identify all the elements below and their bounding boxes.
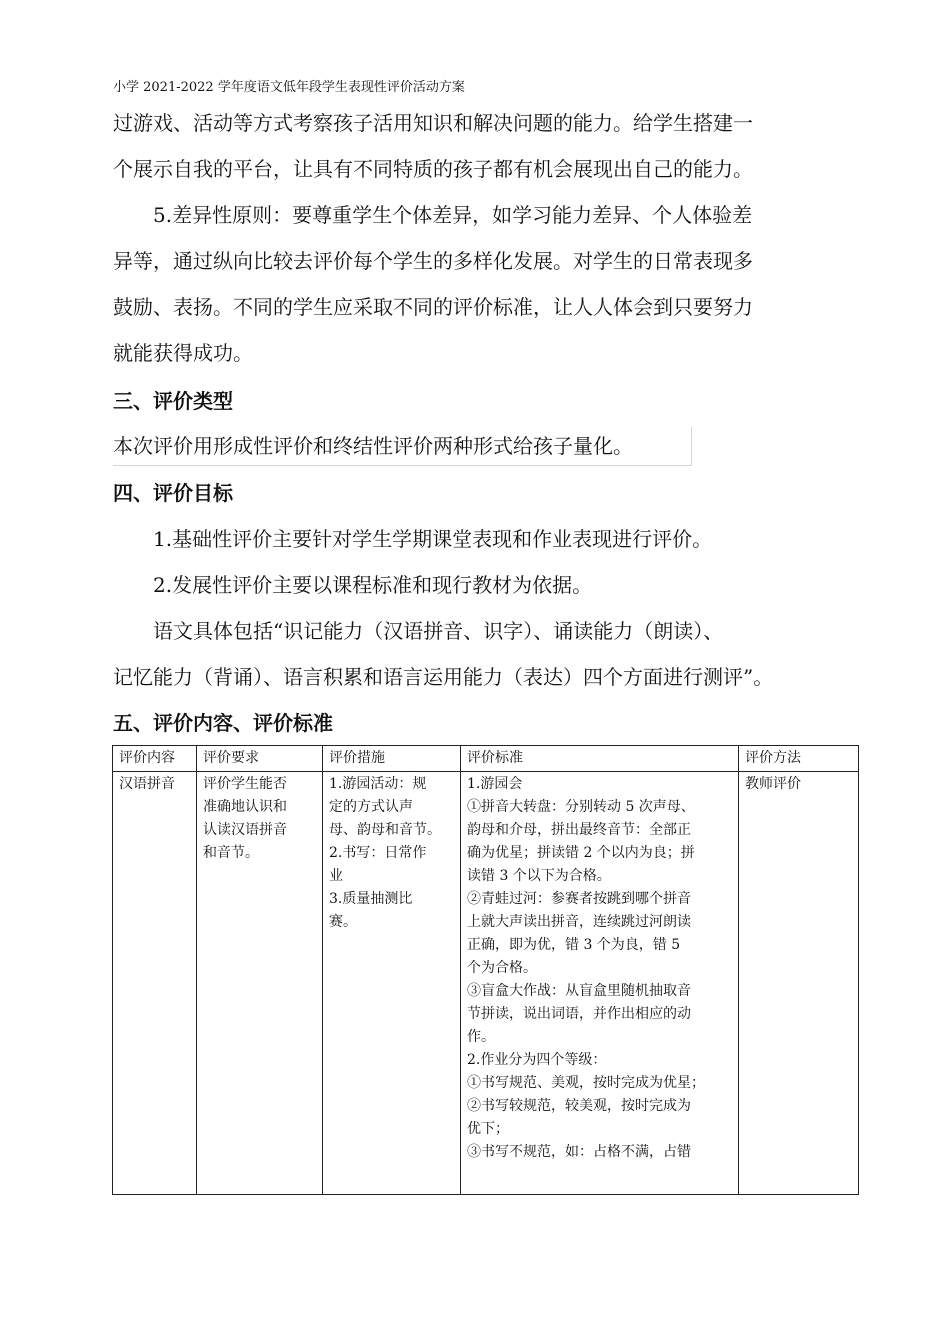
column-header: 评价方法 xyxy=(739,746,859,772)
text-line: 2.发展性评价主要以课程标准和现行教材为依据。 xyxy=(113,573,593,597)
section-5-heading: 五、评价内容、评价标准 xyxy=(113,711,333,735)
cell-text: 汉语拼音 xyxy=(119,776,175,792)
section-3-heading: 三、评价类型 xyxy=(113,389,233,413)
section-4-heading: 四、评价目标 xyxy=(113,481,233,505)
cell-text: 3.质量抽测比 xyxy=(329,891,413,907)
cell-text: 1.游园活动：规 xyxy=(329,776,427,792)
cell-measures xyxy=(323,772,461,1195)
cell-text: ③书写不规范，如：占格不满，占错 xyxy=(467,1144,691,1160)
text-line: 异等，通过纵向比较去评价每个学生的多样化发展。对学生的日常表现多 xyxy=(113,249,753,273)
cell-requirement xyxy=(197,772,323,1195)
principle-5-paragraph xyxy=(113,192,848,376)
cell-text: 作。 xyxy=(467,1029,495,1045)
column-header: 评价内容 xyxy=(113,746,197,772)
cell-text: 准确地认识和 xyxy=(203,799,287,815)
cell-text: 节拼读，说出词语，并作出相应的动 xyxy=(467,1006,691,1022)
section-4-items xyxy=(113,516,848,608)
table-row xyxy=(113,772,859,1195)
section-3-text: 本次评价用形成性评价和终结性评价两种形式给孩子量化。 xyxy=(113,427,692,466)
text-line: 就能获得成功。 xyxy=(113,341,253,365)
cell-text: 确为优星；拼读错 2 个以内为良；拼 xyxy=(467,845,695,861)
text-line: 鼓励、表扬。不同的学生应采取不同的评价标准，让人人体会到只要努力 xyxy=(113,295,753,319)
cell-text: ②书写较规范，较美观，按时完成为 xyxy=(467,1098,691,1114)
text-line: 个展示自我的平台，让具有不同特质的孩子都有机会展现出自己的能力。 xyxy=(113,157,753,181)
cell-text: 认读汉语拼音 xyxy=(203,822,287,838)
cell-text: 个为合格。 xyxy=(467,960,537,976)
cell-text: ①书写规范、美观，按时完成为优星； xyxy=(467,1075,705,1091)
text-line: 5.差异性原则：要尊重学生个体差异，如学习能力差异、个人体验差 xyxy=(113,203,753,227)
cell-text: 优下； xyxy=(467,1121,509,1137)
cell-text: ②青蛙过河：参赛者按跳到哪个拼音 xyxy=(467,891,691,907)
intro-paragraph xyxy=(113,100,848,192)
cell-text: 2.书写：日常作 xyxy=(329,845,427,861)
cell-text: 正确，即为优，错 3 个为良，错 5 xyxy=(467,937,681,953)
page-header: 小学 2021-2022 学年度语文低年段学生表现性评价活动方案 xyxy=(113,80,465,95)
cell-text: 读错 3 个以下为合格。 xyxy=(467,868,611,884)
text-line: 1.基础性评价主要针对学生学期课堂表现和作业表现进行评价。 xyxy=(113,527,713,551)
cell-text: 1.游园会 xyxy=(467,776,523,792)
cell-method xyxy=(739,772,859,1195)
section-4-paragraph xyxy=(113,608,848,700)
cell-text: 韵母和介母，拼出最终音节：全部正 xyxy=(467,822,691,838)
cell-text: ①拼音大转盘：分别转动 5 次声母、 xyxy=(467,799,695,815)
cell-text: ③盲盒大作战：从盲盒里随机抽取音 xyxy=(467,983,691,999)
column-header: 评价标准 xyxy=(461,746,739,772)
cell-text: 2.作业分为四个等级： xyxy=(467,1052,607,1068)
cell-standards xyxy=(461,772,739,1195)
cell-content xyxy=(113,772,197,1195)
text-line: 过游戏、活动等方式考察孩子活用知识和解决问题的能力。给学生搭建一 xyxy=(113,111,753,135)
text-line: 记忆能力（背诵）、语言积累和语言运用能力（表达）四个方面进行测评”。 xyxy=(113,665,774,689)
text-line: 语文具体包括“识记能力（汉语拼音、识字）、诵读能力（朗读）、 xyxy=(113,619,724,643)
evaluation-table xyxy=(112,745,859,1195)
column-header: 评价要求 xyxy=(197,746,323,772)
cell-text: 赛。 xyxy=(329,914,357,930)
cell-text: 评价学生能否 xyxy=(203,776,287,792)
cell-text: 上就大声读出拼音，连续跳过河朗读 xyxy=(467,914,691,930)
cell-text: 教师评价 xyxy=(745,776,801,792)
cell-text: 和音节。 xyxy=(203,845,259,861)
column-header: 评价措施 xyxy=(323,746,461,772)
table-header-row xyxy=(113,746,859,772)
cell-text: 母、韵母和音节。 xyxy=(329,822,441,838)
cell-text: 业 xyxy=(329,868,343,884)
cell-text: 定的方式认声 xyxy=(329,799,413,815)
